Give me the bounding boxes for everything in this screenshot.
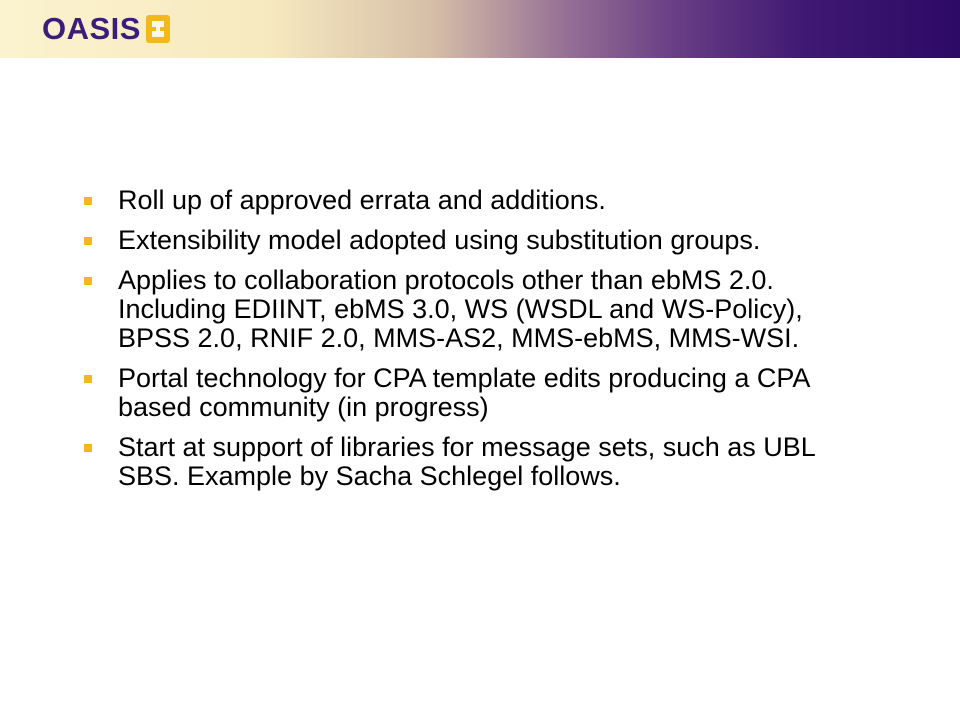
square-bullet-icon (84, 237, 92, 245)
oasis-mark-icon (146, 15, 170, 43)
oasis-logo (42, 11, 170, 47)
bullet-text: Applies to collaboration protocols other than ebMS 2.0. Including EDIINT, ebMS 3.0, WS (WSDL and WS-Policy), BPSS 2.0, RNIF 2.0, MMS-AS2, MMS-ebMS, MMS-WSI. (118, 265, 803, 353)
bullet-text: Portal technology for CPA template edits producing a CPA based community (in progress) (118, 363, 809, 422)
bullet-item (84, 433, 924, 491)
header-bar (0, 0, 960, 58)
bullet-item (84, 186, 924, 215)
bullet-text: Start at support of libraries for message sets, such as UBL SBS. Example by Sacha Schlegel follows. (118, 432, 815, 491)
bullet-item (84, 266, 924, 353)
bullet-text: Roll up of approved errata and additions. (118, 185, 606, 215)
bullet-item (84, 226, 924, 255)
square-bullet-icon (84, 444, 92, 452)
bullet-item (84, 364, 924, 422)
square-bullet-icon (84, 375, 92, 383)
bullet-list (84, 186, 924, 502)
square-bullet-icon (84, 197, 92, 205)
bullet-text: Extensibility model adopted using substitution groups. (118, 225, 761, 255)
logo-text: OASIS (42, 11, 141, 46)
square-bullet-icon (84, 277, 92, 285)
